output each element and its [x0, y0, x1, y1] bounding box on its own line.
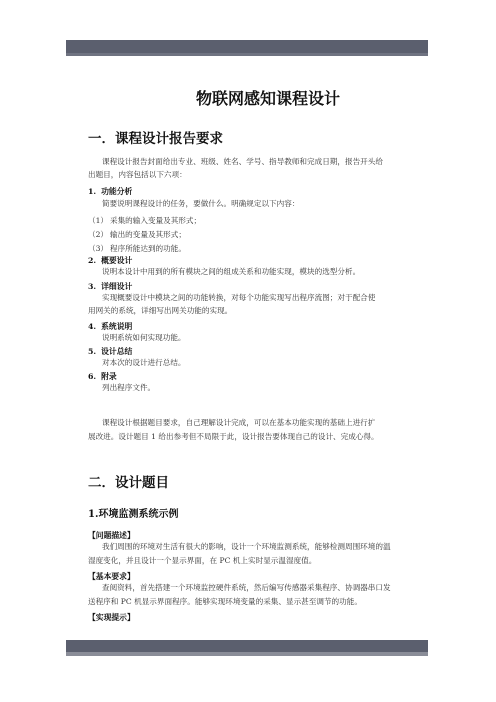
intro-line-2: 出题目，内容包括以下六项：	[88, 170, 187, 179]
subitem-number: （3）	[88, 244, 109, 253]
subitem-number: （1）	[88, 216, 109, 225]
basic-tag: 【基本要求】	[88, 572, 135, 581]
problem-line-1: 我们周围的环境对生活有很大的影响，设计一个环境监测系统，能够检测周围环境的温	[102, 542, 391, 551]
problem-line-2: 湿度变化，并且设计一个显示界面，在 PC 机上实时显示温湿度值。	[88, 556, 317, 565]
subitem-text: 采集的输入变量及其形式；	[110, 216, 202, 225]
item-title-text: 概要设计	[101, 256, 133, 265]
item-3-desc-1: 实现概要设计中模块之间的功能转换，对每个功能实现写出程序流图；对于配合使	[102, 293, 376, 302]
subitem-text: 输出的变量及其形式；	[110, 230, 186, 239]
item-5-desc: 对本次的设计进行总结。	[102, 358, 186, 367]
topic-heading: 1.环境监测系统示例	[88, 509, 179, 520]
subitem-1	[88, 215, 201, 226]
item-title-text: 功能分析	[101, 187, 133, 196]
subitem-3	[88, 243, 186, 254]
item-3-desc-2: 用网关的系统，详细写出网关功能的实现。	[88, 306, 233, 315]
subitem-text: 程序所能达到的功能。	[110, 244, 186, 253]
closing-line-1: 课程设计根据题目要求，自己理解设计完成，可以在基本功能实现的基础上进行扩	[102, 418, 376, 427]
item-number: 2.	[88, 256, 97, 265]
item-4-desc: 说明系统如何实现功能。	[102, 333, 186, 342]
item-number: 5.	[88, 347, 97, 356]
item-1-desc: 简要说明课程设计的任务，要做什么。明确规定以下内容：	[102, 199, 300, 208]
subitem-2	[88, 229, 186, 240]
document-title: 物联网感知课程设计	[195, 89, 340, 108]
item-title-text: 附录	[101, 372, 117, 381]
intro-line-1: 课程设计报告封面给出专业、班级、姓名、学号、指导教师和完成日期，报告开头给	[102, 157, 383, 166]
section2-heading: 二．设计题目	[88, 475, 169, 491]
subitem-number: （2）	[88, 230, 109, 239]
header-bar-accent	[66, 53, 428, 56]
basic-line-2: 送程序和 PC 机显示界面程序。能够实现环境变量的采集、显示甚至调节的功能。	[88, 597, 362, 606]
item-title-text: 详细设计	[101, 282, 133, 291]
item-number: 1.	[88, 187, 97, 196]
hint-tag: 【实现提示】	[88, 613, 135, 622]
item-title-text: 设计总结	[101, 347, 133, 356]
footer-bar-accent	[66, 652, 428, 656]
header-bar	[66, 40, 428, 53]
item-2-desc: 说明本设计中用到的所有模块之间的组成关系和功能实现，模块的选型分析。	[102, 267, 361, 276]
closing-line-2: 展改进。设计题目 1 给出参考但不局限于此，设计报告要体现自己的设计、完成心得。	[88, 432, 379, 441]
basic-line-1: 查阅资料，首先搭建一个环境监控硬件系统，然后编写传感器采集程序、协调器串口发	[102, 583, 391, 592]
item-number: 4.	[88, 322, 97, 331]
problem-tag: 【问题描述】	[88, 531, 135, 540]
item-number: 6.	[88, 372, 97, 381]
item-6-desc: 列出程序文件。	[102, 383, 156, 392]
section1-heading: 一．课程设计报告要求	[88, 131, 223, 147]
item-number: 3.	[88, 282, 97, 291]
item-title-text: 系统说明	[101, 322, 133, 331]
item-1-title	[88, 186, 132, 197]
